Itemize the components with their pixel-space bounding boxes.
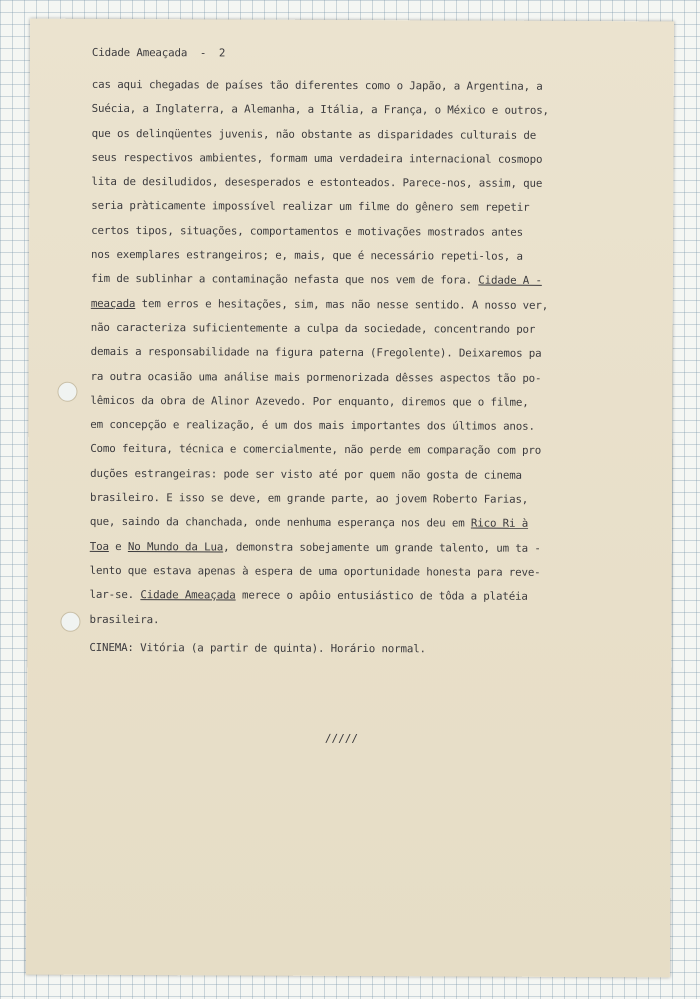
text-segment: tem erros e hesitações, sim, mas não nesse sentido. A nosso ver, [135, 296, 549, 312]
text-line [90, 559, 650, 586]
text-segment: seus respectivos ambientes, formam uma verdadeira internacional cosmopo [91, 150, 543, 166]
underlined-title: Cidade Ameaçada [140, 588, 236, 602]
text-segment: seria pràticamente impossível realizar um filme do gênero sem repetir [91, 199, 530, 215]
text-line [90, 437, 650, 464]
underlined-title: Rico Ri à [470, 516, 529, 531]
text-segment: nos exemplares estrangeiros; e, mais, que é necessário repeti-los, a [91, 247, 523, 263]
text-segment: lita de desiludidos, desesperados e estonteados. Parece-nos, assim, que [91, 175, 543, 191]
text-segment: em concepção e realização, é um dos mais importantes dos últimos anos. [90, 418, 535, 433]
text-segment: e [108, 539, 128, 553]
text-segment: fim de sublinhar a contaminação nefasta que nos vem de fora. [90, 272, 479, 287]
body-text [89, 73, 651, 634]
text-segment: ra outra ocasião uma análise mais pormenorizada dêsses aspectos tão po- [90, 369, 542, 385]
text-segment: Como feitura, técnica e comercialmente, não perde em comparação com pro [90, 442, 542, 458]
punch-hole [60, 612, 80, 632]
page-text [89, 46, 652, 662]
text-line [91, 170, 651, 197]
cinema-info: CINEMA: Vitória (a partir de quinta). Horário normal. [89, 640, 426, 656]
text-line [92, 73, 652, 100]
text-segment: certos tipos, situações, comportamentos e motivações mostrados antes [91, 223, 524, 239]
text-line [91, 340, 651, 367]
text-segment: lar-se. [89, 588, 141, 602]
text-line [91, 243, 651, 270]
text-line [91, 316, 651, 343]
text-line [91, 292, 651, 319]
underlined-title: Toa [89, 539, 109, 553]
text-line [91, 267, 651, 294]
punch-hole [57, 382, 77, 402]
text-line [90, 364, 650, 391]
text-line [90, 486, 650, 513]
text-segment: não caracteriza suficientemente a culpa da sociedade, concentrando por [90, 320, 536, 336]
text-segment: que, saindo da chanchada, onde nenhuma esperança nos deu em [89, 515, 471, 530]
text-segment: que os delinqüentes juvenis, não obstante as disparidades culturais de [91, 126, 537, 142]
underlined-title: meaçada [90, 296, 136, 310]
text-line [91, 219, 651, 246]
text-line [92, 121, 652, 148]
typewritten-page [26, 19, 674, 978]
text-line [90, 462, 650, 489]
text-line [90, 389, 650, 416]
text-segment: lêmicos da obra de Alinor Azevedo. Por enquanto, diremos que o filme, [90, 393, 529, 409]
end-mark: ///// [324, 731, 359, 746]
text-line [90, 535, 650, 562]
text-line [90, 510, 650, 537]
text-segment: merece o apôio entusiástico de tôda a platéia [235, 588, 528, 604]
text-segment: brasileiro. E isso se deve, em grande parte, ao jovem Roberto Farias, [89, 490, 529, 506]
text-segment: Suécia, a Inglaterra, a Alemanha, a Itália, a França, o México e outros, [91, 102, 549, 118]
text-segment: duções estrangeiras: pode ser visto até por quem não gosta de cinema [90, 466, 522, 482]
underlined-title: No Mundo da Lua [127, 539, 224, 554]
text-line [92, 97, 652, 124]
text-segment: cas aqui chegadas de países tão diferentes como o Japão, a Argentina, a [91, 77, 543, 93]
text-segment: brasileira. [89, 612, 160, 626]
text-segment: demais a responsabilidade na figura paterna (Fregolente). Deixaremos pa [90, 345, 542, 361]
underlined-title: Cidade A - [478, 273, 542, 288]
text-line [89, 607, 649, 634]
page-header: Cidade Ameaçada - 2 [91, 45, 226, 60]
text-line [90, 413, 650, 440]
text-segment: lento que estava apenas à espera de uma oportunidade honesta para reve- [89, 563, 541, 579]
text-line [91, 146, 651, 173]
text-line [91, 194, 651, 221]
text-line [90, 583, 650, 610]
text-segment: , demonstra sobejamente um grande talento, um ta - [223, 540, 541, 555]
